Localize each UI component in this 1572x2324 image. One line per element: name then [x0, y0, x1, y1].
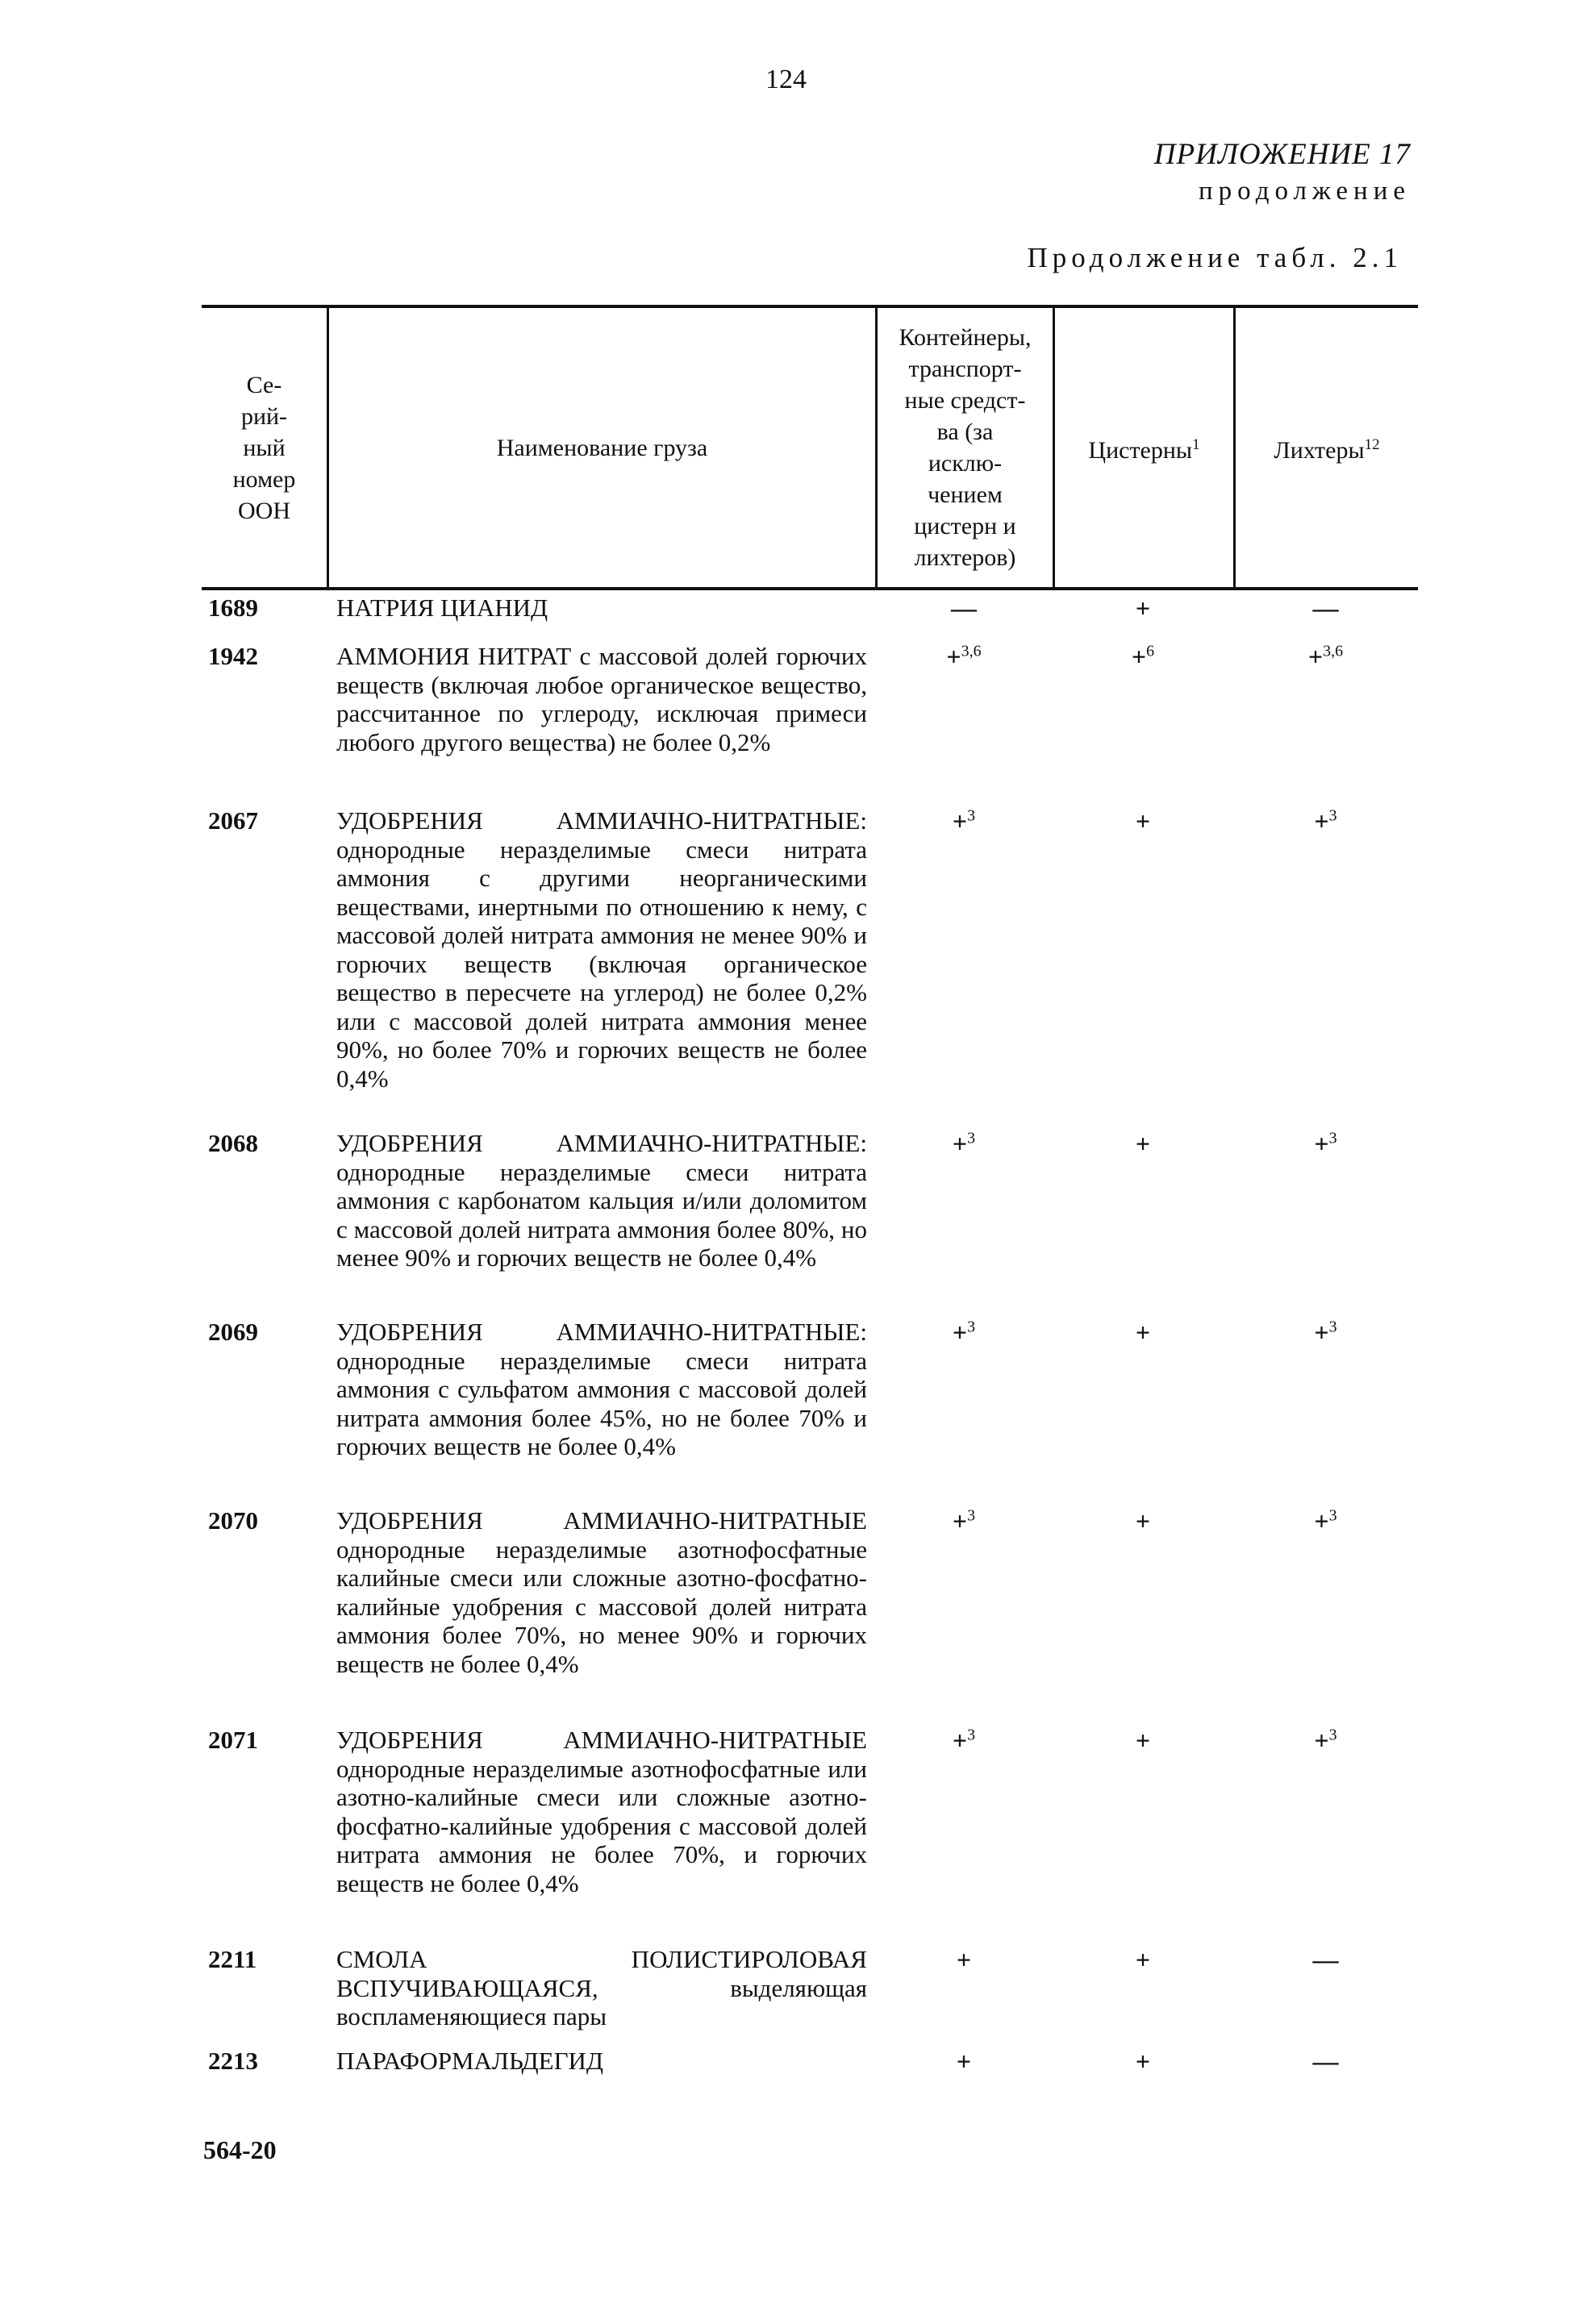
lighters-value: +: [1314, 806, 1329, 835]
row-tanks-mark: [1053, 593, 1233, 623]
header-tanks-label: Цистерны: [1088, 437, 1193, 464]
containers-value: —: [951, 593, 977, 623]
table-row: [202, 2047, 1418, 2076]
table-row: [202, 1318, 1418, 1461]
tanks-value: +: [1135, 2047, 1151, 2076]
row-serial: 2213: [208, 2047, 258, 2075]
header-serial: [202, 308, 327, 587]
row-tanks-mark: [1053, 806, 1233, 1093]
footer-code: 564-20: [203, 2135, 277, 2164]
lighters-note: 3: [1328, 1726, 1337, 1744]
row-containers-mark: [875, 1945, 1053, 2031]
lighters-value: +: [1314, 1506, 1329, 1535]
appendix-subtitle: продолжение: [1198, 177, 1411, 206]
row-name: СМОЛА ПОЛИСТИРОЛОВАЯ ВСПУЧИВАЮЩАЯСЯ, выделяющая воспламеняющиеся пары: [336, 1945, 867, 2030]
row-containers-mark: [875, 1506, 1053, 1678]
row-tanks-mark: [1053, 2047, 1233, 2076]
table-row: [202, 1726, 1418, 1897]
lighters-value: +: [1314, 1129, 1329, 1158]
row-lighters-mark: [1233, 1945, 1418, 2031]
row-name: УДОБРЕНИЯ АММИАЧНО-НИТРАТНЫЕ: однородные неразделимые смеси нитрата аммония с карбонатом кальция и/или доломитом с массовой долей нитрата аммония более 80%, но менее 90% и горючих веществ не более 0,4%: [336, 1129, 867, 1272]
containers-value: +: [952, 1318, 968, 1347]
row-name: АММОНИЯ НИТРАТ с массовой долей горючих веществ (включая любое органическое вещество, рассчитанное по углероду, исключая примеси любого другого вещества) не более 0,2%: [336, 642, 867, 756]
row-tanks-mark: [1053, 1318, 1233, 1461]
row-lighters-mark: [1233, 593, 1418, 623]
containers-note: 3: [967, 1726, 976, 1744]
appendix-heading: [1154, 137, 1411, 206]
row-name: УДОБРЕНИЯ АММИАЧНО-НИТРАТНЫЕ: однородные неразделимые смеси нитрата аммония с другими неорганическими веществами, инертными по отношению к нему, с массовой долей нитрата аммония не менее 90% и горючих веществ (включая органическое вещество в пересчете на углерод) не более 0,2% или с массовой долей нитрата аммония менее 90%, но более 70% и горючих веществ не более 0,4%: [336, 806, 867, 1093]
containers-value: +: [956, 1945, 972, 1974]
containers-value: +: [956, 2047, 972, 2076]
row-name: УДОБРЕНИЯ АММИАЧНО-НИТРАТНЫЕ однородные неразделимые азотнофосфатные или азотно-калийные смеси или сложные азотно-фосфатно-калийные удобрения с массовой долей нитрата аммония не более 70%, и горючих веществ не более 0,4%: [336, 1726, 867, 1897]
row-tanks-mark: [1053, 642, 1233, 756]
tanks-value: +: [1135, 1129, 1151, 1158]
lighters-value: +: [1314, 1318, 1329, 1347]
lighters-note: 3,6: [1323, 642, 1344, 660]
containers-note: 3: [967, 1506, 976, 1525]
tanks-value: +: [1135, 593, 1151, 623]
row-serial: 1689: [208, 593, 258, 622]
lighters-value: +: [1307, 642, 1324, 671]
lighters-note: 3: [1328, 806, 1337, 825]
row-name: УДОБРЕНИЯ АММИАЧНО-НИТРАТНЫЕ: однородные неразделимые смеси нитрата аммония с сульфатом аммония с массовой долей нитрата аммония более 45%, но не более 70% и горючих веществ не более 0,4%: [336, 1318, 867, 1460]
containers-value: +: [952, 1506, 968, 1535]
table-caption: Продолжение табл. 2.1: [1027, 242, 1403, 273]
row-lighters-mark: [1233, 1318, 1418, 1461]
row-tanks-mark: [1053, 1726, 1233, 1897]
row-containers-mark: [875, 2047, 1053, 2076]
row-lighters-mark: [1233, 1129, 1418, 1272]
header-tanks-note: 1: [1192, 436, 1200, 453]
containers-note: 3: [967, 1318, 976, 1336]
row-containers-mark: [875, 593, 1053, 623]
table-row: [202, 1945, 1418, 2031]
containers-value: +: [946, 642, 961, 671]
page-number: 124: [765, 65, 807, 94]
row-containers-mark: [875, 1129, 1053, 1272]
cargo-table: [202, 305, 1418, 2076]
row-name: НАТРИЯ ЦИАНИД: [336, 593, 548, 622]
containers-value: +: [952, 1129, 968, 1158]
lighters-note: 3: [1328, 1318, 1337, 1336]
header-containers: [875, 308, 1053, 587]
row-containers-mark: [875, 642, 1053, 756]
tanks-note: 6: [1146, 642, 1155, 660]
row-lighters-mark: [1233, 806, 1418, 1093]
containers-note: 3,6: [961, 642, 982, 660]
row-serial: 2069: [208, 1318, 258, 1346]
table-header: [202, 305, 1418, 590]
tanks-value: +: [1135, 1318, 1151, 1347]
row-tanks-mark: [1053, 1129, 1233, 1272]
lighters-value: —: [1312, 2047, 1339, 2076]
table-row: [202, 1129, 1418, 1272]
row-serial: 2068: [208, 1129, 258, 1157]
header-lighters-label: Лихтеры: [1274, 437, 1365, 464]
row-lighters-mark: [1233, 1726, 1418, 1897]
header-serial-label: Се- рий- ный номер ООН: [232, 371, 296, 524]
row-lighters-mark: [1233, 1506, 1418, 1678]
row-serial: 2211: [208, 1945, 257, 1973]
header-name: [327, 308, 875, 587]
row-serial: 2071: [208, 1726, 258, 1754]
row-lighters-mark: [1233, 642, 1418, 756]
header-lighters: [1233, 308, 1418, 587]
row-serial: 2070: [208, 1506, 258, 1535]
row-serial: 1942: [208, 642, 258, 670]
tanks-value: +: [1135, 1726, 1151, 1755]
table-row: [202, 806, 1418, 1093]
tanks-value: +: [1131, 642, 1147, 671]
lighters-value: —: [1312, 1945, 1339, 1974]
header-tanks: [1053, 308, 1233, 587]
row-containers-mark: [875, 806, 1053, 1093]
containers-value: +: [952, 1726, 968, 1755]
row-tanks-mark: [1053, 1506, 1233, 1678]
tanks-value: +: [1135, 1945, 1151, 1974]
header-lighters-note: 12: [1364, 436, 1380, 453]
row-lighters-mark: [1233, 2047, 1418, 2076]
header-name-label: Наименование груза: [496, 434, 708, 461]
containers-value: +: [952, 806, 968, 835]
row-containers-mark: [875, 1726, 1053, 1897]
table-row: [202, 593, 1418, 623]
header-containers-label: Контейнеры, транспорт- ные средст- ва (за исклю- чением цистерн и лихтеров): [899, 324, 1032, 571]
row-serial: 2067: [208, 806, 258, 835]
row-tanks-mark: [1053, 1945, 1233, 2031]
lighters-note: 3: [1328, 1506, 1337, 1525]
row-name: УДОБРЕНИЯ АММИАЧНО-НИТРАТНЫЕ однородные неразделимые азотнофосфатные калийные смеси или сложные азотно-фосфатно-калийные удобрения с массовой долей нитрата аммония более 70%, но менее 90% и горючих веществ не более 0,4%: [336, 1506, 867, 1678]
tanks-value: +: [1135, 806, 1151, 835]
row-name: ПАРАФОРМАЛЬДЕГИД: [336, 2047, 604, 2075]
row-containers-mark: [875, 1318, 1053, 1461]
appendix-title: ПРИЛОЖЕНИЕ 17: [1153, 138, 1411, 171]
lighters-note: 3: [1328, 1129, 1337, 1147]
tanks-value: +: [1135, 1506, 1151, 1535]
containers-note: 3: [967, 1129, 976, 1147]
table-row: [202, 1506, 1418, 1678]
lighters-value: —: [1312, 593, 1339, 623]
lighters-value: +: [1314, 1726, 1329, 1755]
containers-note: 3: [967, 806, 976, 825]
table-row: [202, 642, 1418, 756]
